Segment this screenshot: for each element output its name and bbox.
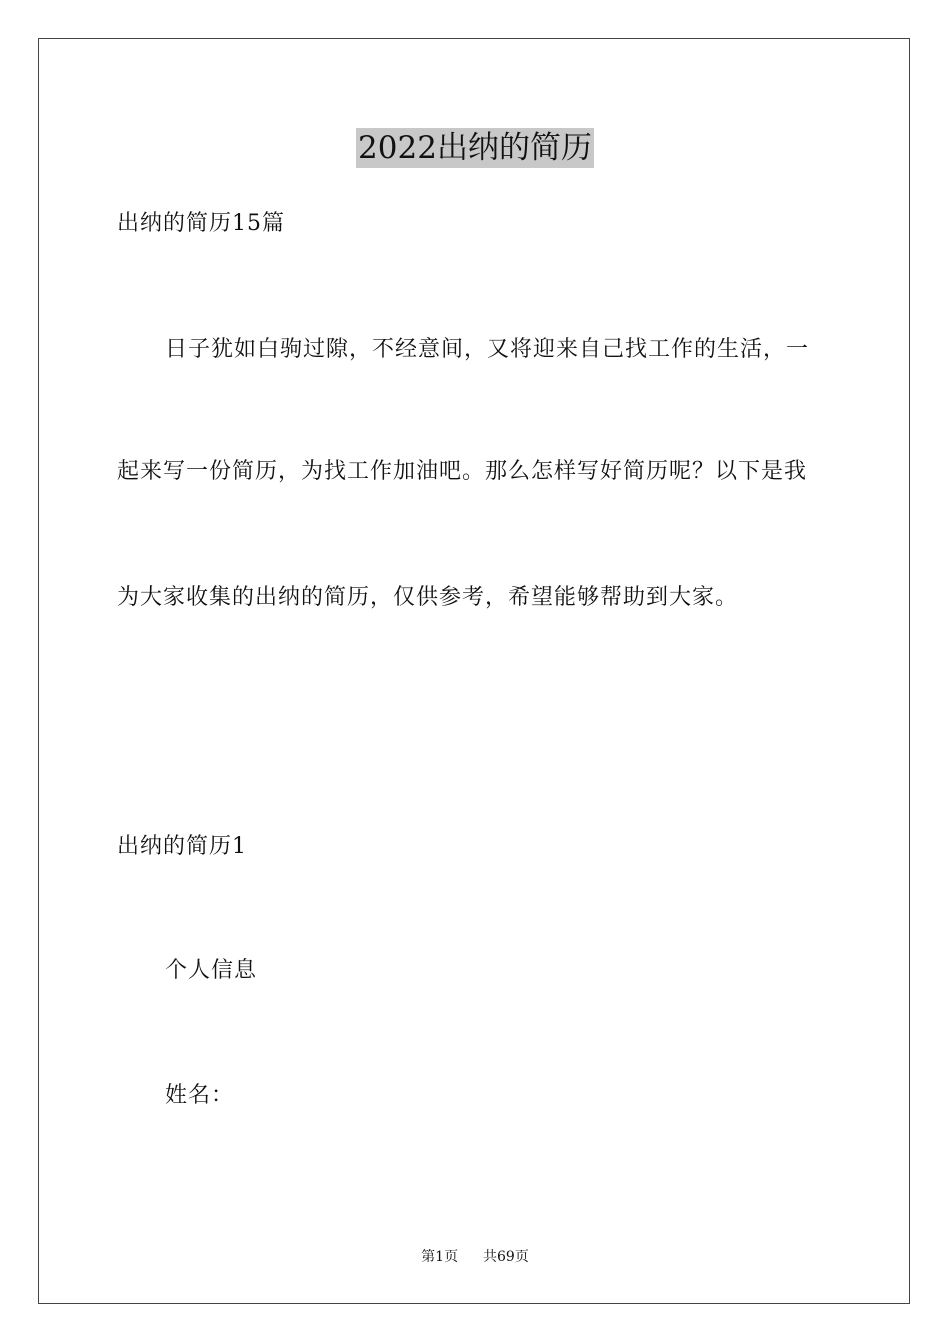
document-title: 2022出纳的简历 (358, 130, 592, 166)
paragraph-line-2: 起来写一份简历，为找工作加油吧。那么怎样写好简历呢？以下是我 (117, 459, 808, 484)
paragraph-line-3: 为大家收集的出纳的简历，仅供参考，希望能够帮助到大家。 (117, 585, 739, 610)
section-heading: 出纳的简历1 (117, 834, 247, 859)
page-footer (0, 1247, 950, 1267)
document-subtitle: 出纳的简历15篇 (117, 211, 285, 236)
page-number: 第1页 (421, 1249, 459, 1265)
name-label: 姓名： (165, 1083, 235, 1108)
total-pages: 共69页 (483, 1249, 529, 1265)
paragraph-line-1: 日子犹如白驹过隙，不经意间，又将迎来自己找工作的生活，一 (165, 337, 810, 362)
personal-info-heading: 个人信息 (165, 958, 258, 983)
title-container (0, 128, 950, 168)
